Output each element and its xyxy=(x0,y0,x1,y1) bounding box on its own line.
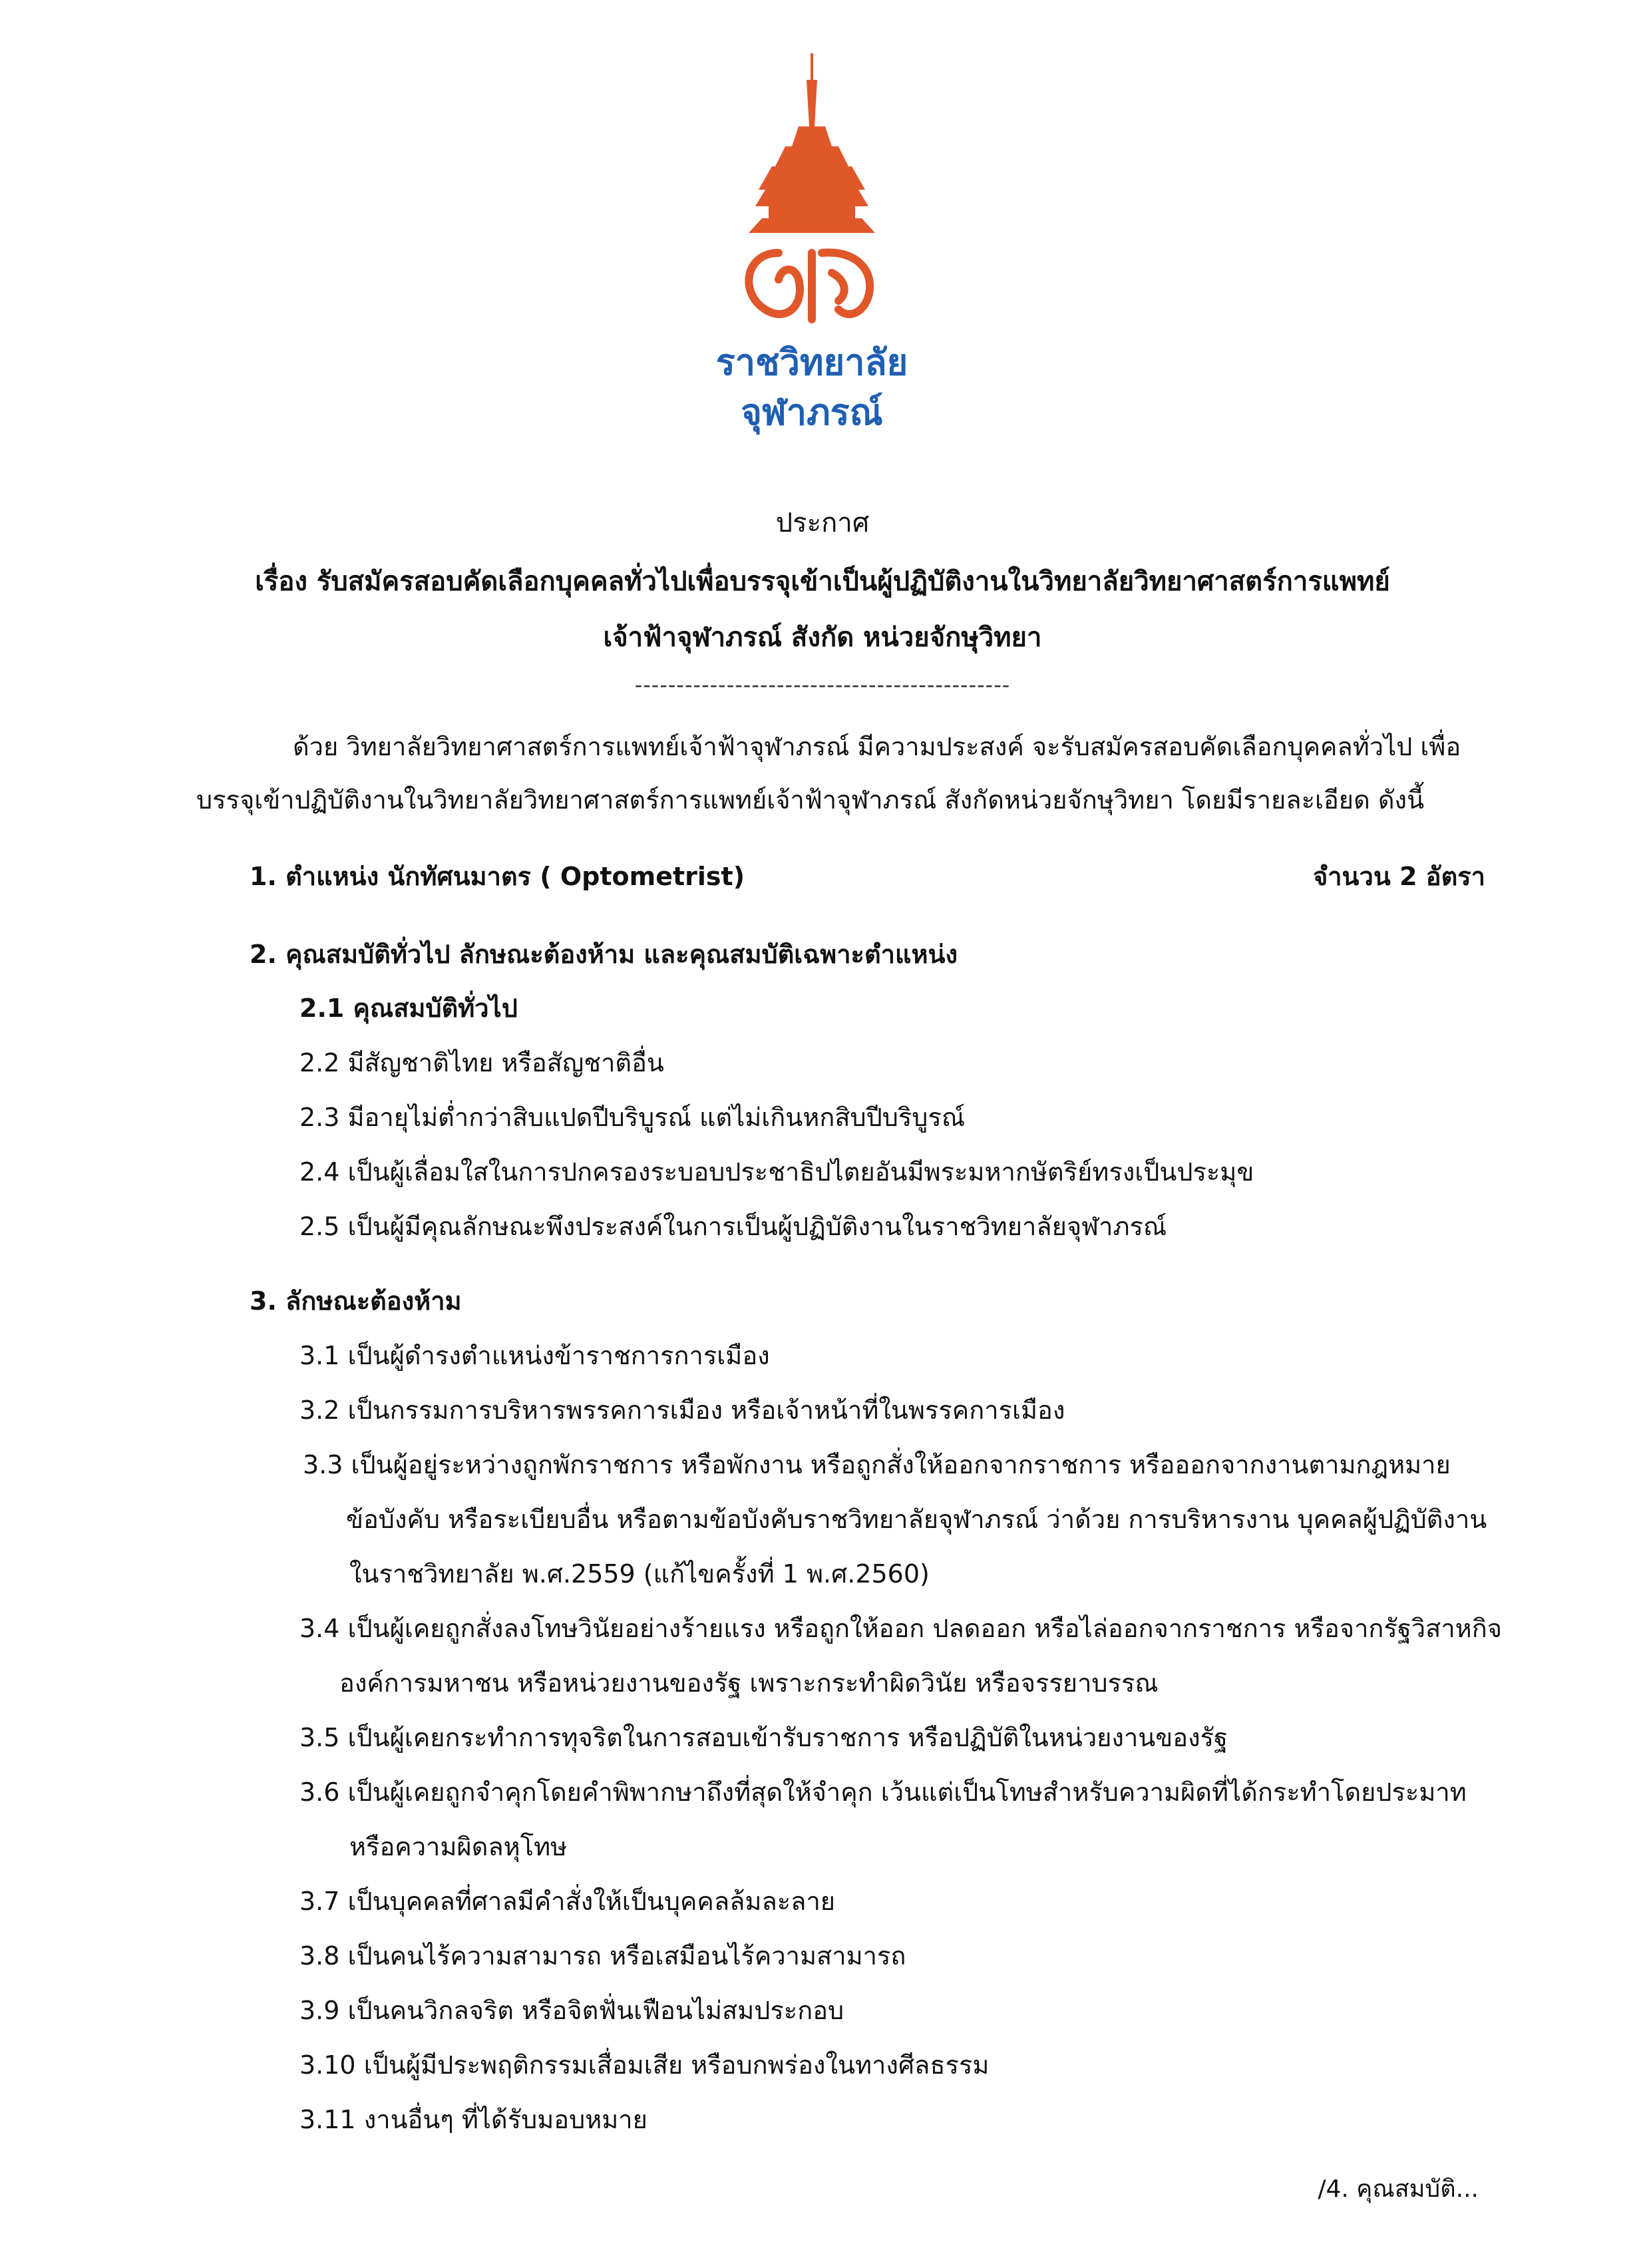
section-3-item-5: 3.5 เป็นผู้เคยกระทำการทุจริตในการสอบเข้ารับราชการ หรือปฏิบัติในหน่วยงานของรัฐ xyxy=(299,1723,1228,1752)
section-2-item-3: 2.3 มีอายุไม่ต่ำกว่าสิบแปดปีบริบูรณ์ แต่ไม่เกินหกสิบปีบริบูรณ์ xyxy=(299,1103,966,1132)
section-3-heading: 3. ลักษณะต้องห้าม xyxy=(250,1286,462,1316)
spire-icon xyxy=(749,53,875,233)
chulabhorn-royal-academy-logo xyxy=(732,53,892,333)
section-3-item-4-cont: องค์การมหาชน หรือหน่วยงานของรัฐ เพราะกระทำผิดวินัย หรือจรรยาบรรณ xyxy=(339,1668,1159,1698)
subject-line-1: เรื่อง รับสมัครสอบคัดเลือกบุคคลทั่วไปเพื่อบรรจุเข้าเป็นผู้ปฏิบัติงานในวิทยาลัยวิทยาศาสตร์การแพทย์ xyxy=(255,566,1390,597)
section-2-heading: 2. คุณสมบัติทั่วไป ลักษณะต้องห้าม และคุณสมบัติเฉพาะตำแหน่ง xyxy=(250,940,958,969)
section-3-item-11: 3.11 งานอื่นๆ ที่ได้รับมอบหมาย xyxy=(299,2105,647,2134)
emblem-monogram-icon xyxy=(749,253,870,319)
divider-rule: --------------------------------------------- xyxy=(634,672,1011,697)
section-3-item-3-cont-1: ข้อบังคับ หรือระเบียบอื่น หรือตามข้อบังคับราชวิทยาลัยจุฬาภรณ์ ว่าด้วย การบริหารงาน บุคคลผู้ปฏิบัติงาน xyxy=(346,1505,1487,1534)
section-2-item-1: 2.1 คุณสมบัติทั่วไป xyxy=(299,994,518,1023)
section-2-item-5: 2.5 เป็นผู้มีคุณลักษณะพึงประสงค์ในการเป็นผู้ปฏิบัติงานในราชวิทยาลัยจุฬาภรณ์ xyxy=(299,1212,1167,1241)
logo-text-line-1: ราชวิทยาลัย xyxy=(715,341,908,383)
announcement-title: ประกาศ xyxy=(775,508,870,538)
section-1-count: จำนวน 2 อัตรา xyxy=(1312,862,1485,891)
section-3-item-7: 3.7 เป็นบุคคลที่ศาลมีคำสั่งให้เป็นบุคคลล้มละลาย xyxy=(299,1887,836,1916)
section-2-item-4: 2.4 เป็นผู้เลื่อมใสในการปกครองระบอบประชาธิปไตยอันมีพระมหากษัตริย์ทรงเป็นประมุข xyxy=(299,1157,1254,1187)
section-3-item-6: 3.6 เป็นผู้เคยถูกจำคุกโดยคำพิพากษาถึงที่สุดให้จำคุก เว้นแต่เป็นโทษสำหรับความผิดที่ได้กระทำโดยประมาท xyxy=(299,1778,1467,1807)
section-3-item-6-cont: หรือความผิดลหุโทษ xyxy=(349,1832,568,1861)
section-3-item-3-cont-2: ในราชวิทยาลัย พ.ศ.2559 (แก้ไขครั้งที่ 1 พ.ศ.2560) xyxy=(349,1559,930,1589)
section-3-item-2: 3.2 เป็นกรรมการบริหารพรรคการเมือง หรือเจ้าหน้าที่ในพรรคการเมือง xyxy=(299,1396,1065,1425)
section-3-item-1: 3.1 เป็นผู้ดำรงตำแหน่งข้าราชการการเมือง xyxy=(299,1341,770,1370)
section-3-item-10: 3.10 เป็นผู้มีประพฤติกรรมเสื่อมเสีย หรือบกพร่องในทางศีลธรรม xyxy=(299,2050,990,2080)
section-3-item-9: 3.9 เป็นคนวิกลจริต หรือจิตฟั่นเฟือนไม่สมประกอบ xyxy=(299,1996,844,2025)
subject-line-2: เจ้าฟ้าจุฬาภรณ์ สังกัด หน่วยจักษุวิทยา xyxy=(603,622,1042,653)
section-1-position: 1. ตำแหน่ง นักทัศนมาตร ( Optometrist) xyxy=(250,862,745,891)
logo-text-line-2: จุฬาภรณ์ xyxy=(741,391,883,433)
section-3-item-4: 3.4 เป็นผู้เคยถูกสั่งลงโทษวินัยอย่างร้ายแรง หรือถูกให้ออก ปลดออก หรือไล่ออกจากราชการ หรือจากรัฐวิสาหกิจ xyxy=(299,1614,1502,1643)
section-3-item-8: 3.8 เป็นคนไร้ความสามารถ หรือเสมือนไร้ความสามารถ xyxy=(299,1941,906,1971)
section-3-item-3: 3.3 เป็นผู้อยู่ระหว่างถูกพักราชการ หรือพักงาน หรือถูกสั่งให้ออกจากราชการ หรือออกจากงานตามกฎหมาย xyxy=(303,1450,1451,1479)
intro-line-1: ด้วย วิทยาลัยวิทยาศาสตร์การแพทย์เจ้าฟ้าจุฬาภรณ์ มีความประสงค์ จะรับสมัครสอบคัดเลือกบุคคลทั่วไป เพื่อ xyxy=(293,732,1461,761)
section-2-item-2: 2.2 มีสัญชาติไทย หรือสัญชาติอื่น xyxy=(299,1048,664,1077)
intro-line-2: บรรจุเข้าปฏิบัติงานในวิทยาลัยวิทยาศาสตร์การแพทย์เจ้าฟ้าจุฬาภรณ์ สังกัดหน่วยจักษุวิทยา โดยมีรายละเอียด ดังนี้ xyxy=(196,785,1425,815)
continuation-note: /4. คุณสมบัติ... xyxy=(1318,2175,1479,2203)
